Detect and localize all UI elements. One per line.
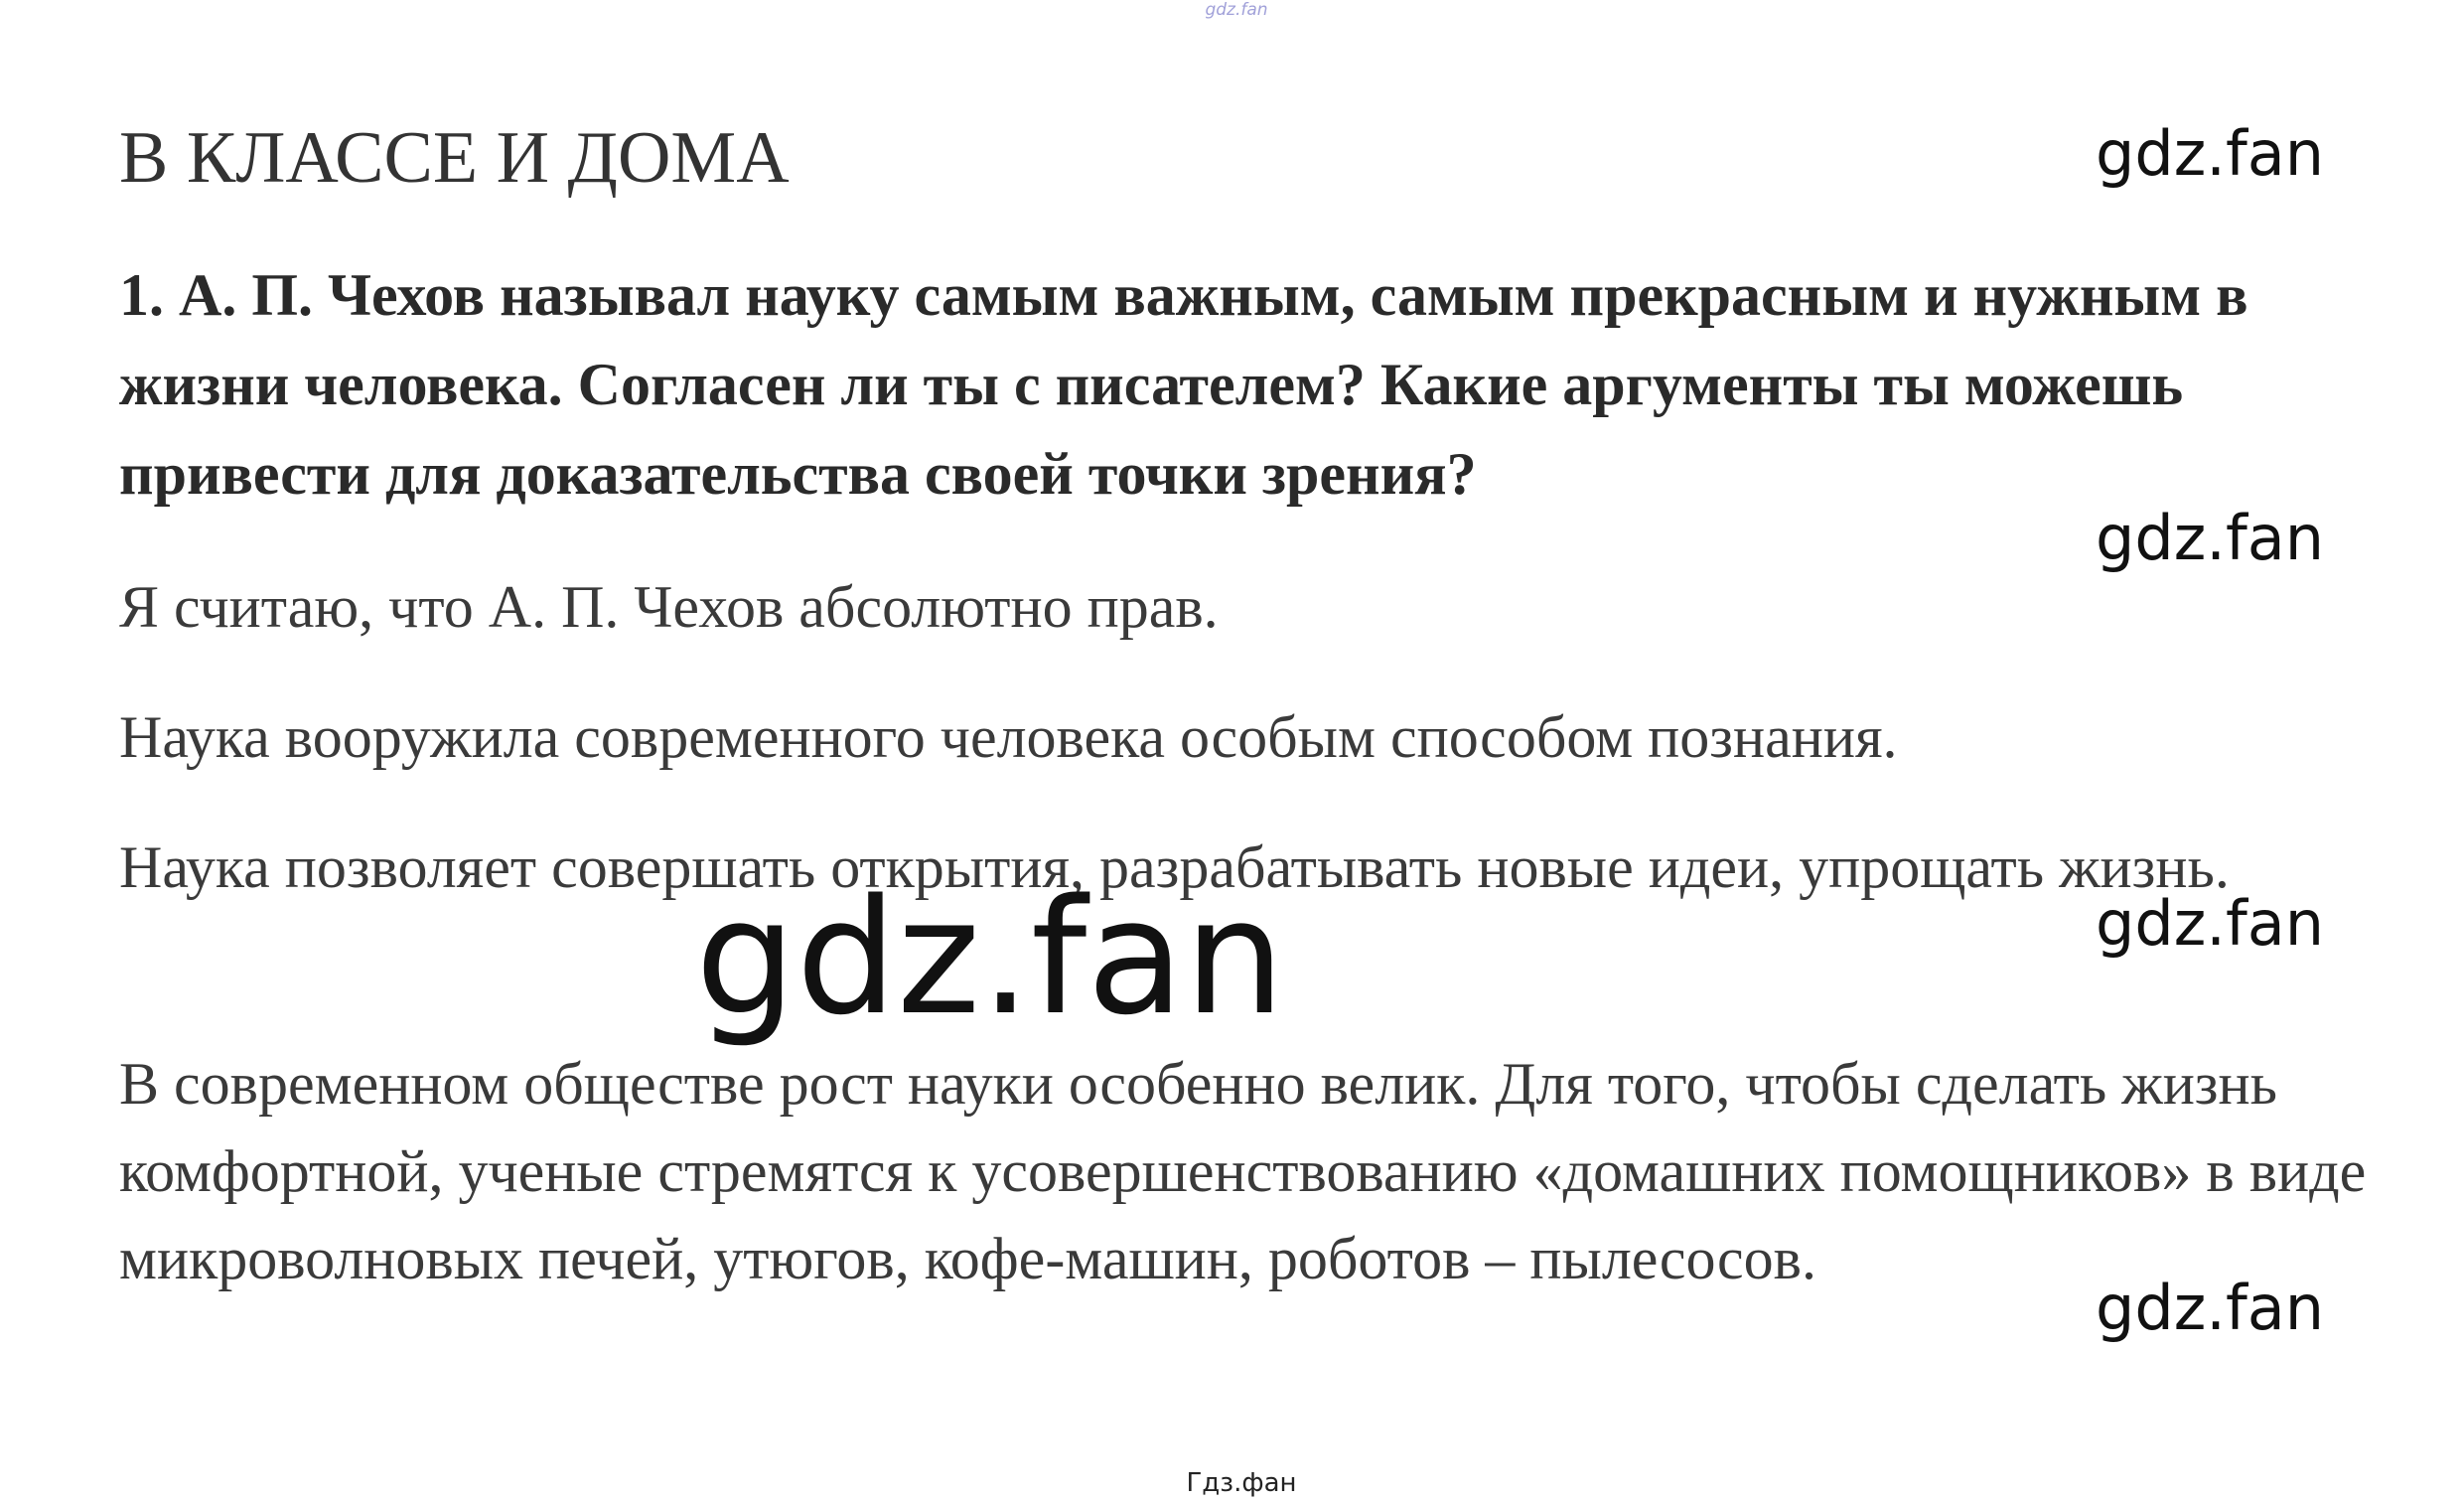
answer-paragraph-3: Наука позволяет совершать открытия, разрабатывать новые идеи, упрощать жизнь. xyxy=(119,834,2230,900)
section-heading: В КЛАССЕ И ДОМА xyxy=(119,117,790,199)
watermark-gdz-2: gdz.fan xyxy=(2096,502,2325,574)
answer-paragraph-2: Наука вооружила современного человека особым способом познания. xyxy=(119,704,1898,770)
watermark-gdz-large: gdz.fan xyxy=(695,864,1285,1050)
watermark-gdz-4: gdz.fan xyxy=(2096,1272,2325,1344)
answer-paragraph-4: В современном обществе рост науки особенно велик. Для того, чтобы сделать жизнь комфортной, ученые стремятся к усовершенствованию «домашних помощников» в виде микроволновых печей, утюгов, кофе-машин, роботов – пылесосов. xyxy=(119,1051,2367,1291)
footer-label: Гдз.фан xyxy=(1186,1468,1297,1498)
top-watermark: gdz.fan xyxy=(1205,0,1268,20)
watermark-gdz-1: gdz.fan xyxy=(2096,117,2325,190)
answer-paragraph-1: Я считаю, что А. П. Чехов абсолютно прав. xyxy=(119,574,1219,640)
watermark-gdz-3: gdz.fan xyxy=(2096,887,2325,960)
question-text: 1. А. П. Чехов называл науку самым важным, самым прекрасным и нужным в жизни человека. Согласен ли ты с писателем? Какие аргументы ты можешь привести для доказательства своей точки зрения? xyxy=(119,262,2248,507)
